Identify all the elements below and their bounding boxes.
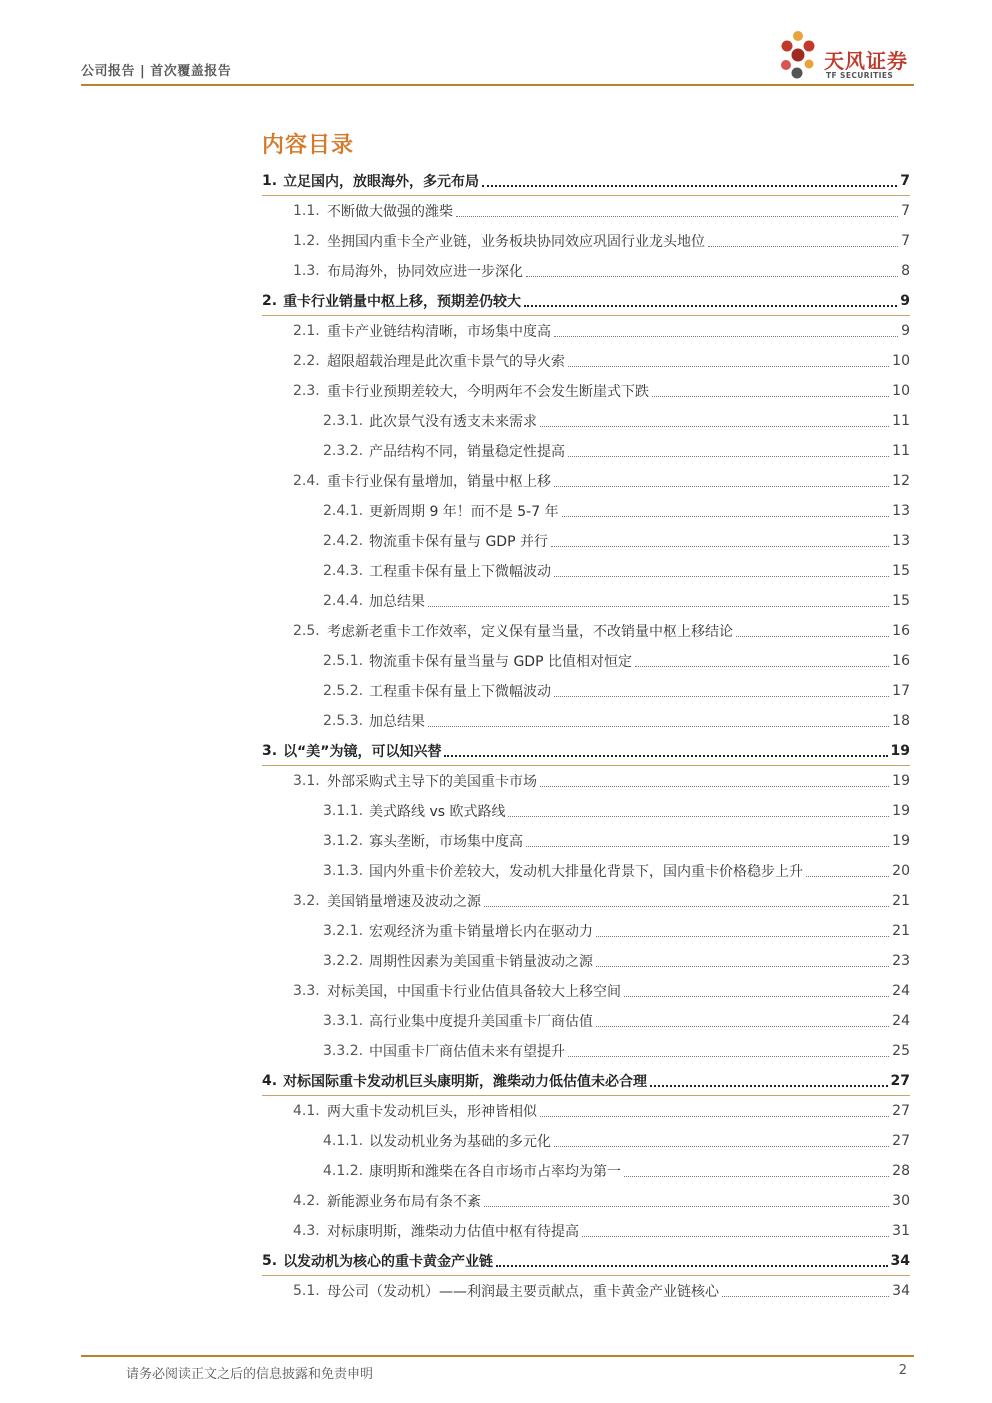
toc-entry-title: 外部采购式主导下的美国重卡市场 (327, 774, 537, 790)
toc-entry-title: 宏观经济为重卡销量增长内在驱动力 (369, 924, 593, 940)
toc-entry-page: 8 (901, 263, 910, 279)
toc-title: 内容目录 (262, 133, 355, 158)
toc-entry-page: 24 (892, 983, 910, 999)
toc-entry-title: 美式路线 vs 欧式路线 (369, 804, 506, 820)
toc-entry-page: 10 (892, 353, 910, 369)
toc-entry-title: 以“美”为镜，可以知兴替 (283, 744, 442, 760)
toc-dot-leader (568, 455, 889, 457)
toc-entry-number: 3.1.2. (323, 833, 364, 849)
toc-entry-number: 3. (262, 743, 278, 759)
toc-entry-number: 3.1.1. (323, 803, 364, 819)
toc-entry[interactable] (293, 196, 910, 226)
toc-entry-number: 1. (262, 173, 278, 189)
toc-dot-leader (540, 425, 889, 427)
toc-dot-leader (568, 1055, 889, 1057)
footer-divider (81, 1355, 914, 1357)
toc-entry-title: 不断做大做强的潍柴 (327, 204, 453, 220)
toc-entry-title: 以发动机为核心的重卡黄金产业链 (283, 1254, 494, 1270)
report-type-label: 公司报告 | 首次覆盖报告 (81, 64, 232, 79)
toc-entry-title: 考虑新老重卡工作效率，定义保有量当量，不改销量中枢上移结论 (327, 624, 733, 640)
toc-entry-title: 寡头垄断，市场集中度高 (369, 834, 523, 850)
toc-entry[interactable] (293, 226, 910, 256)
toc-dot-leader (708, 245, 898, 247)
toc-entry[interactable] (293, 466, 910, 496)
toc-entry[interactable] (323, 1036, 910, 1066)
toc-entry[interactable] (262, 166, 910, 196)
toc-entry[interactable] (323, 1006, 910, 1036)
toc-entry-title: 重卡行业销量中枢上移，预期差仍较大 (283, 294, 522, 310)
toc-entry-title: 新能源业务布局有条不紊 (327, 1194, 481, 1210)
toc-dot-leader (428, 725, 889, 727)
toc-entry-number: 3.3.1. (323, 1013, 364, 1029)
toc-entry-page: 28 (892, 1163, 910, 1179)
toc-entry[interactable] (262, 286, 910, 316)
toc-entry[interactable] (293, 886, 910, 916)
toc-entry-title: 立足国内，放眼海外，多元布局 (283, 174, 480, 190)
toc-entry-title: 产品结构不同，销量稳定性提高 (369, 444, 565, 460)
toc-entry[interactable] (323, 856, 910, 886)
toc-dot-leader (551, 545, 889, 547)
toc-dot-leader (508, 815, 889, 817)
toc-entry-page: 16 (892, 623, 910, 639)
toc-entry-page: 25 (892, 1043, 910, 1059)
toc-dot-leader (624, 995, 889, 997)
toc-entry-page: 27 (892, 1133, 910, 1149)
toc-dot-leader (554, 335, 898, 337)
toc-entry-number: 3.2. (293, 893, 320, 909)
toc-entry-page: 20 (892, 863, 910, 879)
toc-entry-title: 超限超载治理是此次重卡景气的导火索 (327, 354, 565, 370)
footer-disclaimer: 请务必阅读正文之后的信息披露和免责申明 (126, 1367, 374, 1382)
toc-dot-leader (624, 1175, 889, 1177)
toc-entry-page: 24 (892, 1013, 910, 1029)
toc-entry-page: 11 (892, 443, 910, 459)
toc-entry-number: 2.5.2. (323, 683, 364, 699)
toc-entry[interactable] (323, 526, 910, 556)
toc-entry-title: 工程重卡保有量上下微幅波动 (369, 684, 551, 700)
toc-entry[interactable] (262, 736, 910, 766)
toc-entry-title: 此次景气没有透支未来需求 (369, 414, 537, 430)
toc-entry[interactable] (262, 1066, 910, 1096)
toc-dot-leader (540, 1115, 889, 1117)
toc-entry-page: 15 (892, 563, 910, 579)
toc-entry-page: 13 (892, 533, 910, 549)
toc-entry-page: 21 (892, 923, 910, 939)
toc-entry-number: 5. (262, 1253, 278, 1269)
toc-entry-number: 1.3. (293, 263, 320, 279)
toc-entry-number: 2.2. (293, 353, 320, 369)
toc-dot-leader (540, 785, 889, 787)
toc-entry[interactable] (262, 1246, 910, 1276)
toc-entry-page: 18 (892, 713, 910, 729)
toc-dot-leader (496, 1264, 887, 1267)
toc-entry-page: 34 (892, 1283, 910, 1299)
toc-entry-title: 高行业集中度提升美国重卡厂商估值 (369, 1014, 593, 1030)
toc-entry-title: 加总结果 (369, 714, 425, 730)
toc-entry-page: 15 (892, 593, 910, 609)
toc-entry-page: 11 (892, 413, 910, 429)
toc-dot-leader (562, 515, 890, 517)
toc-dot-leader (526, 845, 889, 847)
toc-entry-number: 2.3.1. (323, 413, 364, 429)
toc-entry[interactable] (323, 946, 910, 976)
toc-entry-title: 布局海外，协同效应进一步深化 (327, 264, 523, 280)
toc-entry-number: 3.3. (293, 983, 320, 999)
toc-entry[interactable] (293, 1096, 910, 1126)
toc-entry-title: 以发动机业务为基础的多元化 (369, 1134, 551, 1150)
toc-entry-number: 2.1. (293, 323, 320, 339)
toc-entry-title: 对标美国，中国重卡行业估值具备较大上移空间 (327, 984, 621, 1000)
toc-entry-page: 17 (892, 683, 910, 699)
toc-entry-title: 康明斯和潍柴在各自市场市占率均为第一 (369, 1164, 621, 1180)
toc-entry-number: 2.4. (293, 473, 320, 489)
toc-entry-page: 16 (892, 653, 910, 669)
toc-dot-leader (652, 395, 889, 397)
toc-entry[interactable] (323, 556, 910, 586)
header-divider (81, 84, 914, 86)
toc-entry-title: 加总结果 (369, 594, 425, 610)
toc-entry[interactable] (293, 256, 910, 286)
toc-entry-number: 3.2.1. (323, 923, 364, 939)
toc-entry-number: 4.1.2. (323, 1163, 364, 1179)
toc-entry[interactable] (323, 1126, 910, 1156)
toc-entry[interactable] (323, 706, 910, 736)
toc-entry[interactable] (293, 376, 910, 406)
toc-entry-title: 重卡行业保有量增加，销量中枢上移 (327, 474, 551, 490)
toc-entry-number: 2.5. (293, 623, 320, 639)
toc-dot-leader (582, 1235, 889, 1237)
toc-dot-leader (554, 485, 889, 487)
logo-en-text: TF SECURITIES (826, 71, 894, 80)
toc-entry-title: 中国重卡厂商估值未来有望提升 (369, 1044, 565, 1060)
toc-entry-number: 4.1.1. (323, 1133, 364, 1149)
toc-entry-number: 4. (262, 1073, 278, 1089)
toc-entry[interactable] (323, 916, 910, 946)
toc-entry-title: 对标国际重卡发动机巨头康明斯，潍柴动力低估值未必合理 (283, 1074, 648, 1090)
toc-entry-number: 2.4.2. (323, 533, 364, 549)
toc-entry-page: 9 (900, 293, 910, 309)
toc-entry-page: 19 (890, 743, 910, 759)
toc-entry-page: 12 (892, 473, 910, 489)
toc-entry-number: 2.3.2. (323, 443, 364, 459)
toc-entry-number: 3.3.2. (323, 1043, 364, 1059)
toc-dot-leader (554, 575, 889, 577)
toc-dot-leader (650, 1084, 887, 1087)
toc-entry[interactable] (293, 316, 910, 346)
toc-entry[interactable] (323, 676, 910, 706)
toc-entry[interactable] (293, 766, 910, 796)
toc-entry-page: 19 (892, 773, 910, 789)
toc-dot-leader (554, 1145, 889, 1147)
toc-entry-title: 重卡产业链结构清晰，市场集中度高 (327, 324, 551, 340)
toc-entry-number: 4.3. (293, 1223, 320, 1239)
toc-dot-leader (482, 184, 897, 187)
toc-entry[interactable] (323, 796, 910, 826)
toc-dot-leader (736, 635, 889, 637)
toc-dot-leader (596, 935, 889, 937)
company-logo (778, 28, 918, 84)
toc-dot-leader (722, 1295, 889, 1297)
toc-entry[interactable] (323, 436, 910, 466)
toc-entry-page: 27 (892, 1103, 910, 1119)
toc-entry-number: 2. (262, 293, 278, 309)
toc-entry[interactable] (293, 1186, 910, 1216)
toc-entry-page: 23 (892, 953, 910, 969)
toc-entry-title: 工程重卡保有量上下微幅波动 (369, 564, 551, 580)
toc-entry-title: 对标康明斯，潍柴动力估值中枢有待提高 (327, 1224, 579, 1240)
toc-entry-number: 2.4.1. (323, 503, 364, 519)
toc-entry-page: 13 (892, 503, 910, 519)
toc-dot-leader (484, 905, 889, 907)
toc-entry-number: 2.5.1. (323, 653, 364, 669)
toc-entry-page: 27 (890, 1073, 910, 1089)
toc-entry[interactable] (323, 586, 910, 616)
toc-entry-page: 30 (892, 1193, 910, 1209)
toc-dot-leader (524, 304, 897, 307)
toc-entry-page: 21 (892, 893, 910, 909)
toc-entry-number: 3.2.2. (323, 953, 364, 969)
toc-entry[interactable] (323, 496, 910, 526)
toc-entry[interactable] (323, 1156, 910, 1186)
toc-entry-page: 7 (901, 203, 910, 219)
toc-entry[interactable] (293, 616, 910, 646)
toc-dot-leader (568, 365, 889, 367)
toc-entry-page: 7 (901, 233, 910, 249)
toc-entry-title: 坐拥国内重卡全产业链，业务板块协同效应巩固行业龙头地位 (327, 234, 705, 250)
logo-cn-text: 天风证券 (824, 49, 908, 73)
toc-entry-number: 3.1.3. (323, 863, 364, 879)
toc-entry-number: 4.1. (293, 1103, 320, 1119)
toc-entry-title: 物流重卡保有量当量与 GDP 比值相对恒定 (369, 654, 632, 670)
toc-entry-page: 19 (892, 833, 910, 849)
toc-dot-leader (635, 665, 889, 667)
toc-entry-number: 5.1. (293, 1283, 320, 1299)
toc-dot-leader (526, 275, 898, 277)
toc-dot-leader (484, 1205, 889, 1207)
toc-entry-title: 母公司（发动机）——利润最主要贡献点，重卡黄金产业链核心 (327, 1284, 719, 1300)
toc-entry[interactable] (323, 826, 910, 856)
toc-entry[interactable] (293, 976, 910, 1006)
toc-dot-leader (456, 215, 898, 217)
toc-entry[interactable] (323, 406, 910, 436)
toc-entry-page: 34 (890, 1253, 910, 1269)
toc-entry-title: 周期性因素为美国重卡销量波动之源 (369, 954, 593, 970)
toc-entry-page: 19 (892, 803, 910, 819)
toc-dot-leader (596, 965, 889, 967)
logo-flower-icon (778, 28, 820, 84)
toc-entry-page: 7 (900, 173, 910, 189)
toc-dot-leader (806, 875, 889, 877)
toc-entry-number: 2.4.4. (323, 593, 364, 609)
toc-entry-title: 物流重卡保有量与 GDP 并行 (369, 534, 548, 550)
toc-dot-leader (444, 754, 887, 757)
toc-entry-title: 重卡行业预期差较大，今明两年不会发生断崖式下跌 (327, 384, 649, 400)
toc-entry-number: 1.2. (293, 233, 320, 249)
toc-entry[interactable] (293, 1276, 910, 1306)
toc-entry[interactable] (293, 1216, 910, 1246)
toc-entry-number: 2.5.3. (323, 713, 364, 729)
toc-entry-page: 10 (892, 383, 910, 399)
toc-entry-page: 31 (892, 1223, 910, 1239)
page-number: 2 (898, 1363, 907, 1378)
toc-entry-number: 2.4.3. (323, 563, 364, 579)
toc-entry-title: 美国销量增速及波动之源 (327, 894, 481, 910)
toc-entry-title: 更新周期 9 年！而不是 5-7 年 (369, 504, 559, 520)
toc-entry-number: 3.1. (293, 773, 320, 789)
toc-dot-leader (428, 605, 889, 607)
toc-dot-leader (554, 695, 889, 697)
toc-dot-leader (596, 1025, 889, 1027)
toc-entry-number: 1.1. (293, 203, 320, 219)
toc-entry[interactable] (293, 346, 910, 376)
toc-entry-page: 9 (901, 323, 910, 339)
toc-entry-title: 国内外重卡价差较大，发动机大排量化背景下，国内重卡价格稳步上升 (369, 864, 803, 880)
toc-entry-title: 两大重卡发动机巨头，形神皆相似 (327, 1104, 537, 1120)
toc-entry-number: 4.2. (293, 1193, 320, 1209)
toc-entry[interactable] (323, 646, 910, 676)
toc-entry-number: 2.3. (293, 383, 320, 399)
